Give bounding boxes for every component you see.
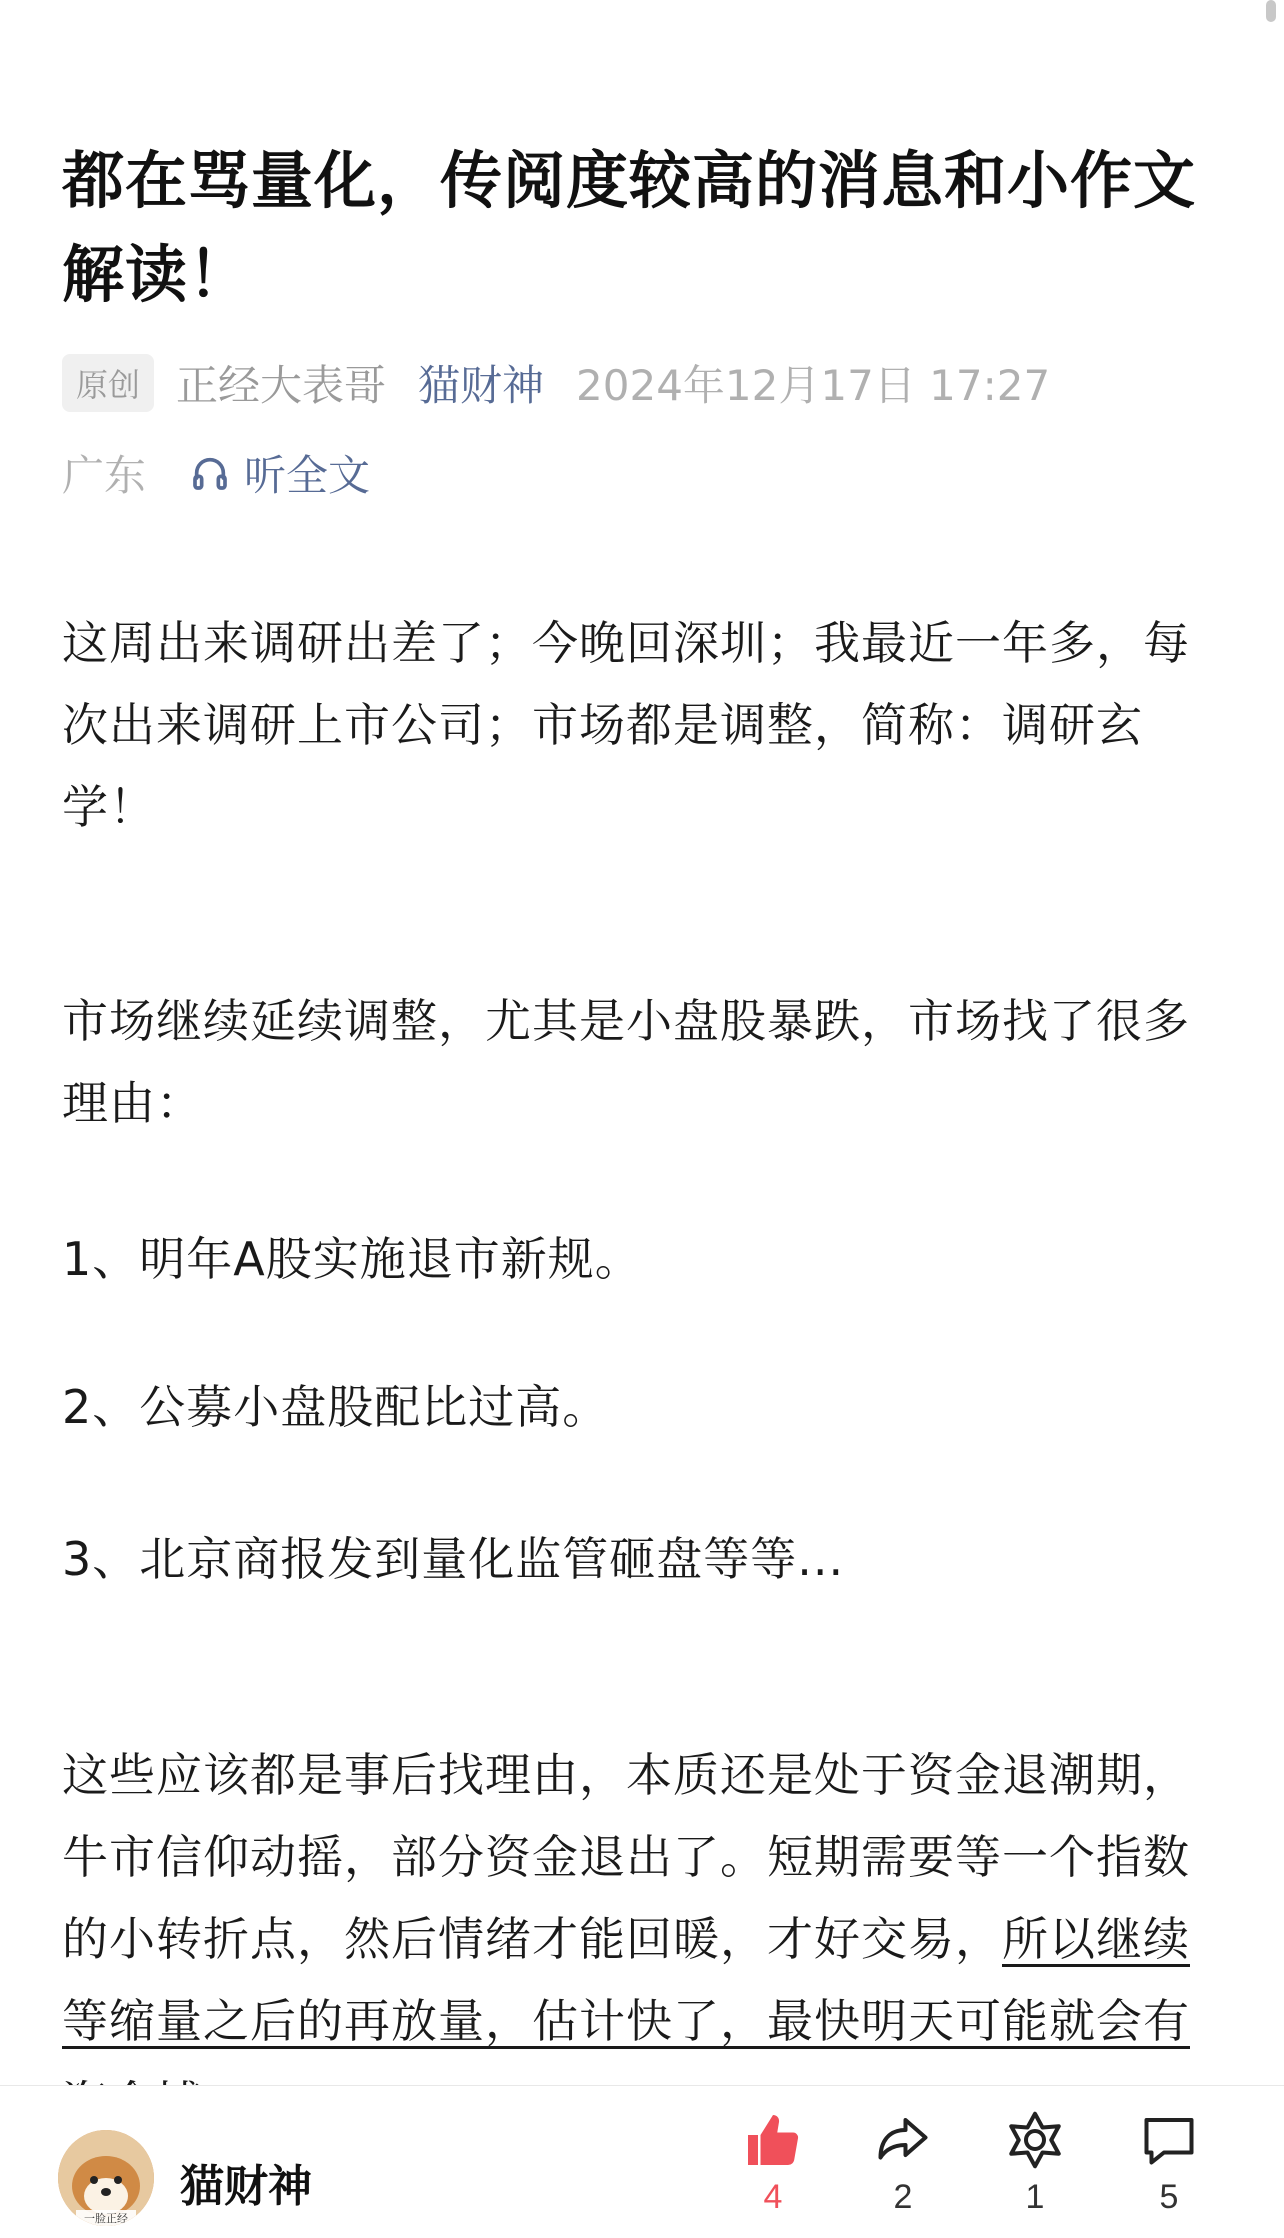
- paragraph: 这周出来调研出差了；今晚回深圳；我最近一年多，每次出来调研上市公司；市场都是调整，简称：调研玄学！: [62, 616, 1190, 834]
- bottom-action-bar: [0, 2085, 1284, 2238]
- publish-time: 2024年12月17日 17:27: [576, 361, 1051, 410]
- thumbs-up-icon: [743, 2110, 803, 2170]
- article-meta-2: [62, 442, 370, 504]
- account-name-link[interactable]: 猫财神: [418, 361, 545, 410]
- listen-button[interactable]: [190, 443, 370, 503]
- paragraph-text: 这些应该都是事后找理由，本质还是处于资金退潮期，牛市信仰动摇，部分资金退出了。短期需要等一个指数的小转折点，然后情绪才能回暖，才好交易，: [62, 1748, 1190, 1966]
- comment-icon: [1139, 2110, 1199, 2170]
- recommend-count: 1: [1025, 2178, 1045, 2216]
- share-count: 2: [893, 2178, 913, 2216]
- paragraph: 市场继续延续调整，尤其是小盘股暴跌，市场找了很多理由：: [62, 994, 1190, 1130]
- paragraph: [62, 1734, 1192, 2144]
- comment-count: 5: [1159, 2178, 1179, 2216]
- article-title: 都在骂量化，传阅度较高的消息和小作文解读！: [62, 144, 1197, 311]
- author-name-link[interactable]: 正经大表哥: [176, 361, 387, 410]
- avatar[interactable]: [58, 2130, 154, 2226]
- list-item: 2、公募小盘股配比过高。: [62, 1380, 610, 1434]
- star-icon: [1005, 2110, 1065, 2170]
- comment-button[interactable]: [1124, 2110, 1214, 2217]
- author-name[interactable]: 猫财神: [180, 2161, 312, 2212]
- list-item: 1、明年A股实施退市新规。: [62, 1232, 642, 1286]
- svg-text:一脸正经: 一脸正经: [84, 2212, 128, 2225]
- like-count: 4: [763, 2178, 783, 2216]
- location: 广东: [62, 451, 147, 500]
- listen-label: 听全文: [244, 451, 371, 500]
- recommend-button[interactable]: [990, 2110, 1080, 2217]
- share-button[interactable]: [858, 2110, 948, 2217]
- list-item: 3、北京商报发到量化监管砸盘等等...: [62, 1532, 845, 1586]
- article-meta: [62, 352, 1050, 414]
- scrollbar[interactable]: [1266, 0, 1276, 22]
- original-badge: 原创: [62, 354, 154, 412]
- shiba-avatar-icon: [58, 2130, 154, 2226]
- headphones-icon: [190, 453, 230, 493]
- like-button[interactable]: [728, 2110, 818, 2217]
- share-icon: [873, 2110, 933, 2170]
- underlined-text: 所以继续等缩量之后的再放量，估计快了，最快明天可能就会有: [62, 1912, 1190, 2048]
